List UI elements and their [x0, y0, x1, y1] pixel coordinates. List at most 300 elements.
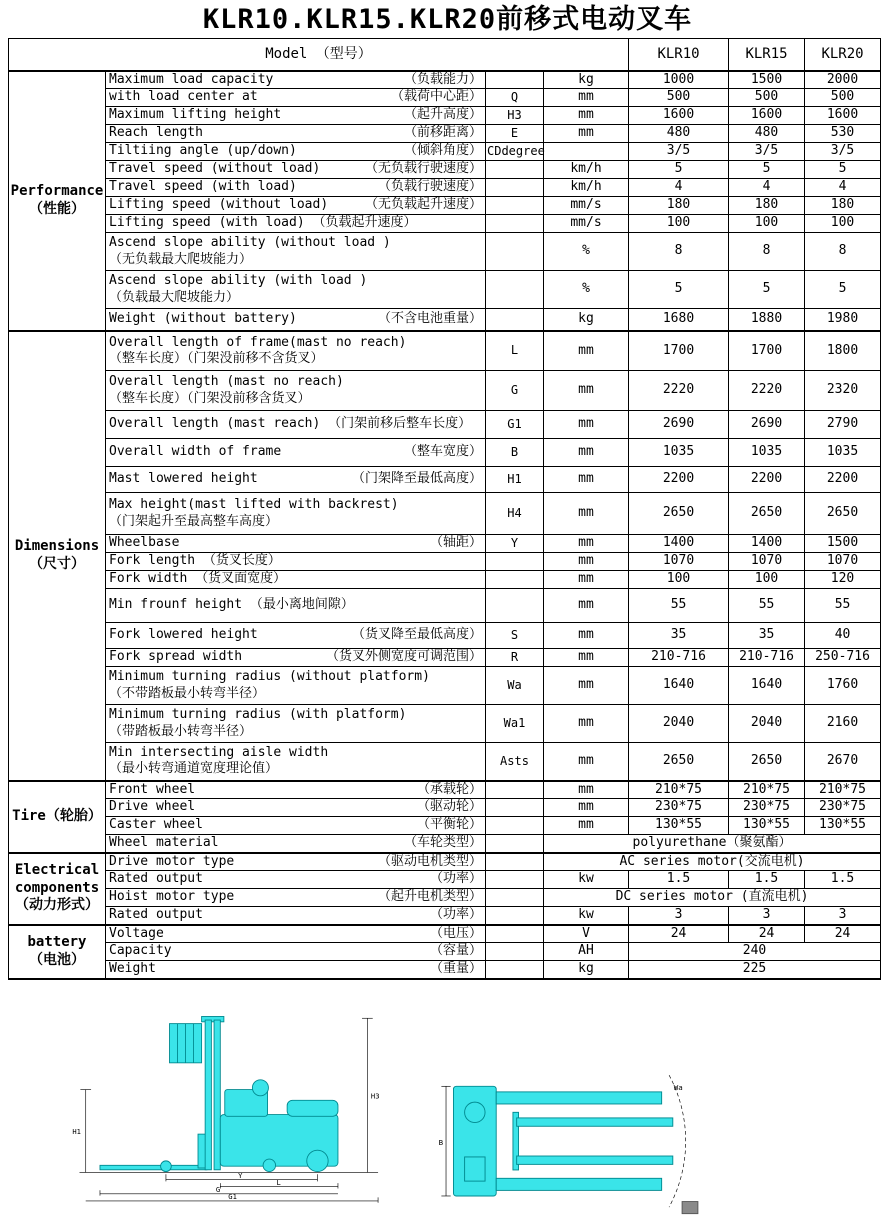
unit-cell: mm — [544, 331, 629, 371]
merged-value-cell: DC series motor (直流电机) — [544, 889, 881, 907]
spec-name-en: Minimum turning radius (with platform) — [109, 707, 407, 723]
value-cell-klr15: 2220 — [729, 371, 805, 411]
spec-row — [9, 871, 881, 889]
spec-row — [9, 667, 881, 705]
spec-name-cell — [106, 571, 486, 589]
spec-row — [9, 943, 881, 961]
section-label-battery — [9, 925, 106, 979]
spec-name-cell — [106, 943, 486, 961]
value-cell-klr10: 55 — [629, 589, 729, 623]
value-cell-klr15: 1035 — [729, 439, 805, 467]
spec-name-cell — [106, 667, 486, 705]
section-label-electrical — [9, 853, 106, 925]
spec-name-cn: （轴距） — [429, 535, 482, 551]
spec-name-en: Hoist motor type — [109, 889, 235, 905]
spec-table — [8, 38, 881, 980]
dim-label-g: G — [215, 1184, 221, 1194]
value-cell-klr15: 100 — [729, 215, 805, 233]
spec-row — [9, 853, 881, 871]
value-cell-klr20: 2160 — [805, 705, 881, 743]
spec-name-cell — [106, 835, 486, 853]
value-cell-klr10: 1600 — [629, 107, 729, 125]
symbol-cell — [486, 161, 544, 179]
spec-name-en: Ascend slope ability (without load ) — [109, 235, 391, 251]
value-cell-klr20: 1035 — [805, 439, 881, 467]
value-cell-klr20: 1980 — [805, 309, 881, 331]
spec-name-line — [109, 444, 482, 460]
spec-name-en: Fork spread width — [109, 649, 243, 665]
spec-row — [9, 371, 881, 411]
spec-name-cell — [106, 961, 486, 979]
spec-name-en: Lifting speed (without load) — [109, 197, 329, 213]
value-cell-klr20: 130*55 — [805, 817, 881, 835]
spec-name-line — [109, 107, 482, 123]
spec-row — [9, 889, 881, 907]
symbol-cell: H4 — [486, 493, 544, 535]
symbol-cell — [486, 871, 544, 889]
symbol-cell — [486, 571, 544, 589]
forklift-side-view-drawing — [66, 1004, 396, 1209]
spec-name-cn: （无负载起升速度） — [364, 197, 482, 213]
spec-name-line — [109, 871, 482, 887]
value-cell-klr15: 1700 — [729, 331, 805, 371]
forklift-top-view-drawing — [438, 1064, 718, 1222]
value-cell-klr10: 24 — [629, 925, 729, 943]
spec-name-en: with load center at — [109, 89, 258, 105]
spec-row — [9, 197, 881, 215]
spec-row — [9, 649, 881, 667]
spec-name-cn: （重量） — [429, 961, 482, 977]
spec-name-en: Drive motor type — [109, 853, 235, 869]
value-cell-klr10: 2040 — [629, 705, 729, 743]
section-label-line: （电池） — [29, 951, 85, 968]
symbol-cell — [486, 961, 544, 979]
unit-cell: % — [544, 233, 629, 271]
spec-name-cn: （车轮类型） — [403, 835, 482, 851]
spec-row — [9, 493, 881, 535]
value-cell-klr10: 1400 — [629, 535, 729, 553]
spec-name-line — [109, 649, 482, 665]
value-cell-klr20: 1800 — [805, 331, 881, 371]
model-column-klr15: KLR15 — [729, 39, 805, 71]
fork — [100, 1165, 207, 1169]
spec-name-cn: （驱动轮） — [416, 799, 482, 815]
value-cell-klr20: 8 — [805, 233, 881, 271]
value-cell-klr15: 1640 — [729, 667, 805, 705]
spec-name-cn: （不带踏板最小转弯半径） — [109, 685, 266, 701]
spec-name-line — [109, 179, 482, 195]
value-cell-klr10: 210-716 — [629, 649, 729, 667]
symbol-cell — [486, 889, 544, 907]
spec-name-cn: （承载轮） — [416, 781, 482, 797]
symbol-cell: H1 — [486, 467, 544, 493]
section-label-line: Performance — [10, 183, 104, 199]
spec-name-line: Fork length （货叉长度） — [109, 553, 281, 569]
symbol-cell — [486, 589, 544, 623]
unit-cell: mm — [544, 649, 629, 667]
unit-cell: mm/s — [544, 215, 629, 233]
mast — [205, 1020, 211, 1170]
spec-row — [9, 961, 881, 979]
spec-name-cn: （前移距离） — [403, 125, 482, 141]
drive-wheel-top — [465, 1102, 485, 1122]
symbol-cell — [486, 271, 544, 309]
detail-block — [682, 1201, 698, 1213]
value-cell-klr20: 2650 — [805, 493, 881, 535]
symbol-cell: E — [486, 125, 544, 143]
value-cell-klr20: 500 — [805, 89, 881, 107]
spec-name-cell — [106, 553, 486, 571]
merged-value-cell: AC series motor(交流电机) — [544, 853, 881, 871]
symbol-cell — [486, 233, 544, 271]
spec-name-en: Reach length — [109, 125, 203, 141]
unit-cell: kw — [544, 871, 629, 889]
value-cell-klr20: 2000 — [805, 71, 881, 89]
drive-wheel — [307, 1150, 328, 1171]
spec-row — [9, 553, 881, 571]
section-label-line: （性能） — [29, 200, 85, 217]
value-cell-klr10: 500 — [629, 89, 729, 107]
spec-row — [9, 817, 881, 835]
spec-name-en: Overall width of frame — [109, 444, 282, 460]
spec-name-en: Max height(mast lifted with backrest) — [109, 497, 399, 513]
symbol-cell: G — [486, 371, 544, 411]
value-cell-klr10: 100 — [629, 215, 729, 233]
unit-cell: mm — [544, 781, 629, 799]
spec-row — [9, 71, 881, 89]
spec-name-en: Wheelbase — [109, 535, 180, 551]
spec-name-en: Travel speed (with load) — [109, 179, 297, 195]
spec-row — [9, 705, 881, 743]
spec-name-cell — [106, 889, 486, 907]
spec-name-line — [109, 961, 482, 977]
spec-name-en: Tiltiing angle (up/down) — [109, 143, 297, 159]
spec-name-cn: （货叉外侧宽度可调范围） — [325, 649, 482, 665]
spec-name-en: Mast lowered height — [109, 471, 258, 487]
value-cell-klr20: 3/5 — [805, 143, 881, 161]
value-cell-klr20: 40 — [805, 623, 881, 649]
spec-row — [9, 623, 881, 649]
section-label-line: components — [14, 879, 100, 896]
value-cell-klr20: 55 — [805, 589, 881, 623]
spec-row — [9, 781, 881, 799]
spec-name-cn: （载荷中心距） — [390, 89, 482, 105]
spec-name-cn: （容量） — [429, 943, 482, 959]
unit-cell: mm — [544, 553, 629, 571]
spec-name-line — [109, 535, 482, 551]
spec-name-cell — [106, 215, 486, 233]
merged-value-cell: 240 — [629, 943, 881, 961]
spec-row — [9, 535, 881, 553]
unit-cell: mm — [544, 125, 629, 143]
spec-name-cell — [106, 623, 486, 649]
value-cell-klr10: 1000 — [629, 71, 729, 89]
spec-row — [9, 143, 881, 161]
spec-name-line — [109, 835, 482, 851]
spec-name-line — [109, 72, 482, 88]
symbol-cell — [486, 907, 544, 925]
value-cell-klr15: 2650 — [729, 743, 805, 781]
spec-name-en: Drive wheel — [109, 799, 196, 815]
fork-right-top — [517, 1156, 673, 1164]
unit-cell: V — [544, 925, 629, 943]
unit-cell: mm — [544, 107, 629, 125]
spec-name-line: Fork width （货叉面宽度） — [109, 571, 287, 587]
value-cell-klr10: 35 — [629, 623, 729, 649]
section-label-line: Dimensions — [14, 538, 100, 554]
spec-name-cell — [106, 649, 486, 667]
spec-row — [9, 309, 881, 331]
spec-name-cell — [106, 535, 486, 553]
technical-drawings — [8, 1004, 887, 1222]
spec-name-line: Overall length (mast reach) （门架前移后整车长度） — [109, 416, 472, 432]
spec-name-cn: （整车长度）（门架没前移含货叉） — [109, 390, 311, 406]
value-cell-klr15: 1500 — [729, 71, 805, 89]
value-cell-klr15: 130*55 — [729, 817, 805, 835]
symbol-cell: S — [486, 623, 544, 649]
value-cell-klr20: 4 — [805, 179, 881, 197]
section-label-line: Tire（轮胎） — [12, 807, 102, 824]
spec-name-cn: （电压） — [429, 925, 482, 941]
fork-left-top — [517, 1117, 673, 1125]
spec-name-line — [109, 889, 482, 905]
load-wheel — [161, 1160, 172, 1171]
spec-row — [9, 411, 881, 439]
spec-row — [9, 571, 881, 589]
section-label-line: Electrical — [14, 862, 100, 879]
spec-name-cn: （最小转弯通道宽度理论值） — [109, 761, 279, 777]
value-cell-klr20: 5 — [805, 271, 881, 309]
value-cell-klr15: 2650 — [729, 493, 805, 535]
spec-row — [9, 743, 881, 781]
spec-name-cell — [106, 143, 486, 161]
spec-name-cell — [106, 799, 486, 817]
spec-name-line: Min frounf height （最小离地间隙） — [109, 597, 354, 613]
symbol-cell — [486, 799, 544, 817]
value-cell-klr10: 3/5 — [629, 143, 729, 161]
spec-name-cn: （负载最大爬坡能力） — [109, 289, 240, 305]
unit-cell: mm — [544, 589, 629, 623]
symbol-cell — [486, 197, 544, 215]
value-cell-klr15: 3/5 — [729, 143, 805, 161]
section-label-line: battery — [27, 934, 87, 950]
value-cell-klr10: 1070 — [629, 553, 729, 571]
value-cell-klr15: 1.5 — [729, 871, 805, 889]
value-cell-klr15: 210*75 — [729, 781, 805, 799]
spec-row — [9, 589, 881, 623]
spec-name-line — [109, 782, 482, 798]
unit-cell: kw — [544, 907, 629, 925]
unit-cell: km/h — [544, 179, 629, 197]
dim-label-h3: H3 — [370, 1090, 380, 1100]
value-cell-klr10: 180 — [629, 197, 729, 215]
spec-row — [9, 925, 881, 943]
value-cell-klr10: 3 — [629, 907, 729, 925]
unit-cell: mm — [544, 571, 629, 589]
dim-label-b: B — [438, 1137, 444, 1147]
symbol-cell: B — [486, 439, 544, 467]
spec-row — [9, 125, 881, 143]
spec-name-line: Lifting speed (with load) （负载起升速度） — [109, 215, 417, 231]
section-label-line: （动力形式） — [15, 897, 99, 914]
spec-name-cn: （驱动电机类型） — [377, 853, 482, 869]
spec-name-en: Rated output — [109, 871, 203, 887]
merged-value-cell: 225 — [629, 961, 881, 979]
value-cell-klr15: 4 — [729, 179, 805, 197]
unit-cell: mm — [544, 493, 629, 535]
spec-name-en: Overall length of frame(mast no reach) — [109, 334, 407, 350]
value-cell-klr20: 100 — [805, 215, 881, 233]
unit-cell: AH — [544, 943, 629, 961]
spec-name-en: Maximum lifting height — [109, 107, 282, 123]
value-cell-klr15: 1880 — [729, 309, 805, 331]
section-label-tire — [9, 781, 106, 853]
spec-name-en: Ascend slope ability (with load ) — [109, 273, 368, 289]
value-cell-klr15: 3 — [729, 907, 805, 925]
unit-cell: mm — [544, 535, 629, 553]
unit-cell: mm — [544, 705, 629, 743]
spec-name-line — [109, 161, 482, 177]
symbol-cell — [486, 817, 544, 835]
symbol-cell: H3 — [486, 107, 544, 125]
spec-name-en: Overall length (mast no reach) — [109, 374, 344, 390]
value-cell-klr20: 1600 — [805, 107, 881, 125]
unit-cell: mm — [544, 411, 629, 439]
value-cell-klr15: 210-716 — [729, 649, 805, 667]
value-cell-klr10: 2200 — [629, 467, 729, 493]
spec-name-cn: （无负载最大爬坡能力） — [109, 251, 253, 267]
value-cell-klr15: 35 — [729, 623, 805, 649]
symbol-cell: L — [486, 331, 544, 371]
spec-name-line — [109, 799, 482, 815]
value-cell-klr20: 1.5 — [805, 871, 881, 889]
spec-name-cn: （货叉降至最低高度） — [351, 627, 482, 643]
spec-name-cn: （整车宽度） — [403, 444, 482, 460]
unit-cell: % — [544, 271, 629, 309]
value-cell-klr10: 1640 — [629, 667, 729, 705]
value-cell-klr15: 2040 — [729, 705, 805, 743]
spec-name-cell — [106, 705, 486, 743]
spec-name-en: Minimum turning radius (without platform) — [109, 669, 430, 685]
value-cell-klr15: 55 — [729, 589, 805, 623]
spec-name-line — [109, 907, 482, 923]
unit-cell: kg — [544, 309, 629, 331]
unit-cell: mm — [544, 743, 629, 781]
symbol-cell — [486, 925, 544, 943]
value-cell-klr15: 2200 — [729, 467, 805, 493]
value-cell-klr15: 5 — [729, 271, 805, 309]
symbol-cell — [486, 179, 544, 197]
value-cell-klr20: 120 — [805, 571, 881, 589]
value-cell-klr10: 100 — [629, 571, 729, 589]
value-cell-klr10: 130*55 — [629, 817, 729, 835]
value-cell-klr20: 2670 — [805, 743, 881, 781]
spec-name-cell — [106, 853, 486, 871]
spec-name-line — [109, 143, 482, 159]
spec-row — [9, 467, 881, 493]
spec-name-en: Min intersecting aisle width — [109, 745, 329, 760]
spec-name-cell — [106, 925, 486, 943]
value-cell-klr10: 2650 — [629, 493, 729, 535]
value-cell-klr10: 2690 — [629, 411, 729, 439]
outrigger-right — [496, 1178, 661, 1190]
spec-name-cell — [106, 107, 486, 125]
spec-name-en: Voltage — [109, 925, 164, 941]
unit-cell: mm — [544, 89, 629, 107]
spec-row — [9, 331, 881, 371]
value-cell-klr10: 1680 — [629, 309, 729, 331]
spec-row — [9, 907, 881, 925]
spec-name-cn: （带踏板最小转弯半径） — [109, 723, 253, 739]
page-title: KLR10.KLR15.KLR20前移式电动叉车 — [202, 4, 693, 35]
symbol-cell — [486, 553, 544, 571]
value-cell-klr10: 2220 — [629, 371, 729, 411]
spec-name-cn: （负载能力） — [403, 71, 482, 87]
spec-name-line — [109, 125, 482, 141]
section-label-line: （尺寸） — [29, 555, 85, 572]
symbol-cell: G1 — [486, 411, 544, 439]
symbol-cell: Q — [486, 89, 544, 107]
unit-cell — [544, 143, 629, 161]
table-header-row — [9, 39, 881, 71]
spec-name-en: Capacity — [109, 943, 172, 959]
spec-name-cell — [106, 71, 486, 89]
value-cell-klr15: 500 — [729, 89, 805, 107]
symbol-cell: CDdegree — [486, 143, 544, 161]
value-cell-klr15: 1600 — [729, 107, 805, 125]
section-label-dimensions — [9, 331, 106, 781]
model-column-klr20: KLR20 — [805, 39, 881, 71]
spec-row — [9, 161, 881, 179]
symbol-cell — [486, 215, 544, 233]
merged-value-cell: polyurethane（聚氨酯） — [544, 835, 881, 853]
spec-name-cn: （平衡轮） — [416, 817, 482, 833]
value-cell-klr20: 1070 — [805, 553, 881, 571]
value-cell-klr20: 24 — [805, 925, 881, 943]
spec-name-en: Weight (without battery) — [109, 311, 297, 327]
spec-name-line — [109, 89, 482, 105]
spec-name-cn: （起升电机类型） — [377, 889, 482, 905]
spec-name-cell — [106, 743, 486, 781]
spec-row — [9, 799, 881, 817]
spec-row — [9, 215, 881, 233]
value-cell-klr15: 2690 — [729, 411, 805, 439]
value-cell-klr10: 5 — [629, 161, 729, 179]
spec-name-cell — [106, 411, 486, 439]
value-cell-klr20: 210*75 — [805, 781, 881, 799]
symbol-cell — [486, 835, 544, 853]
spec-row — [9, 439, 881, 467]
value-cell-klr10: 8 — [629, 233, 729, 271]
hood — [287, 1100, 338, 1116]
value-cell-klr20: 3 — [805, 907, 881, 925]
spec-name-cell — [106, 331, 486, 371]
spec-name-line — [109, 926, 482, 942]
spec-name-line — [109, 854, 482, 870]
value-cell-klr10: 1035 — [629, 439, 729, 467]
value-cell-klr15: 1400 — [729, 535, 805, 553]
spec-row — [9, 89, 881, 107]
spec-name-cell — [106, 125, 486, 143]
value-cell-klr20: 5 — [805, 161, 881, 179]
symbol-cell: Y — [486, 535, 544, 553]
spec-name-cell — [106, 161, 486, 179]
unit-cell: mm — [544, 799, 629, 817]
value-cell-klr10: 4 — [629, 179, 729, 197]
value-cell-klr15: 480 — [729, 125, 805, 143]
spec-name-en: Rated output — [109, 907, 203, 923]
spec-name-cn: （门架起升至最高整车高度） — [109, 513, 279, 529]
